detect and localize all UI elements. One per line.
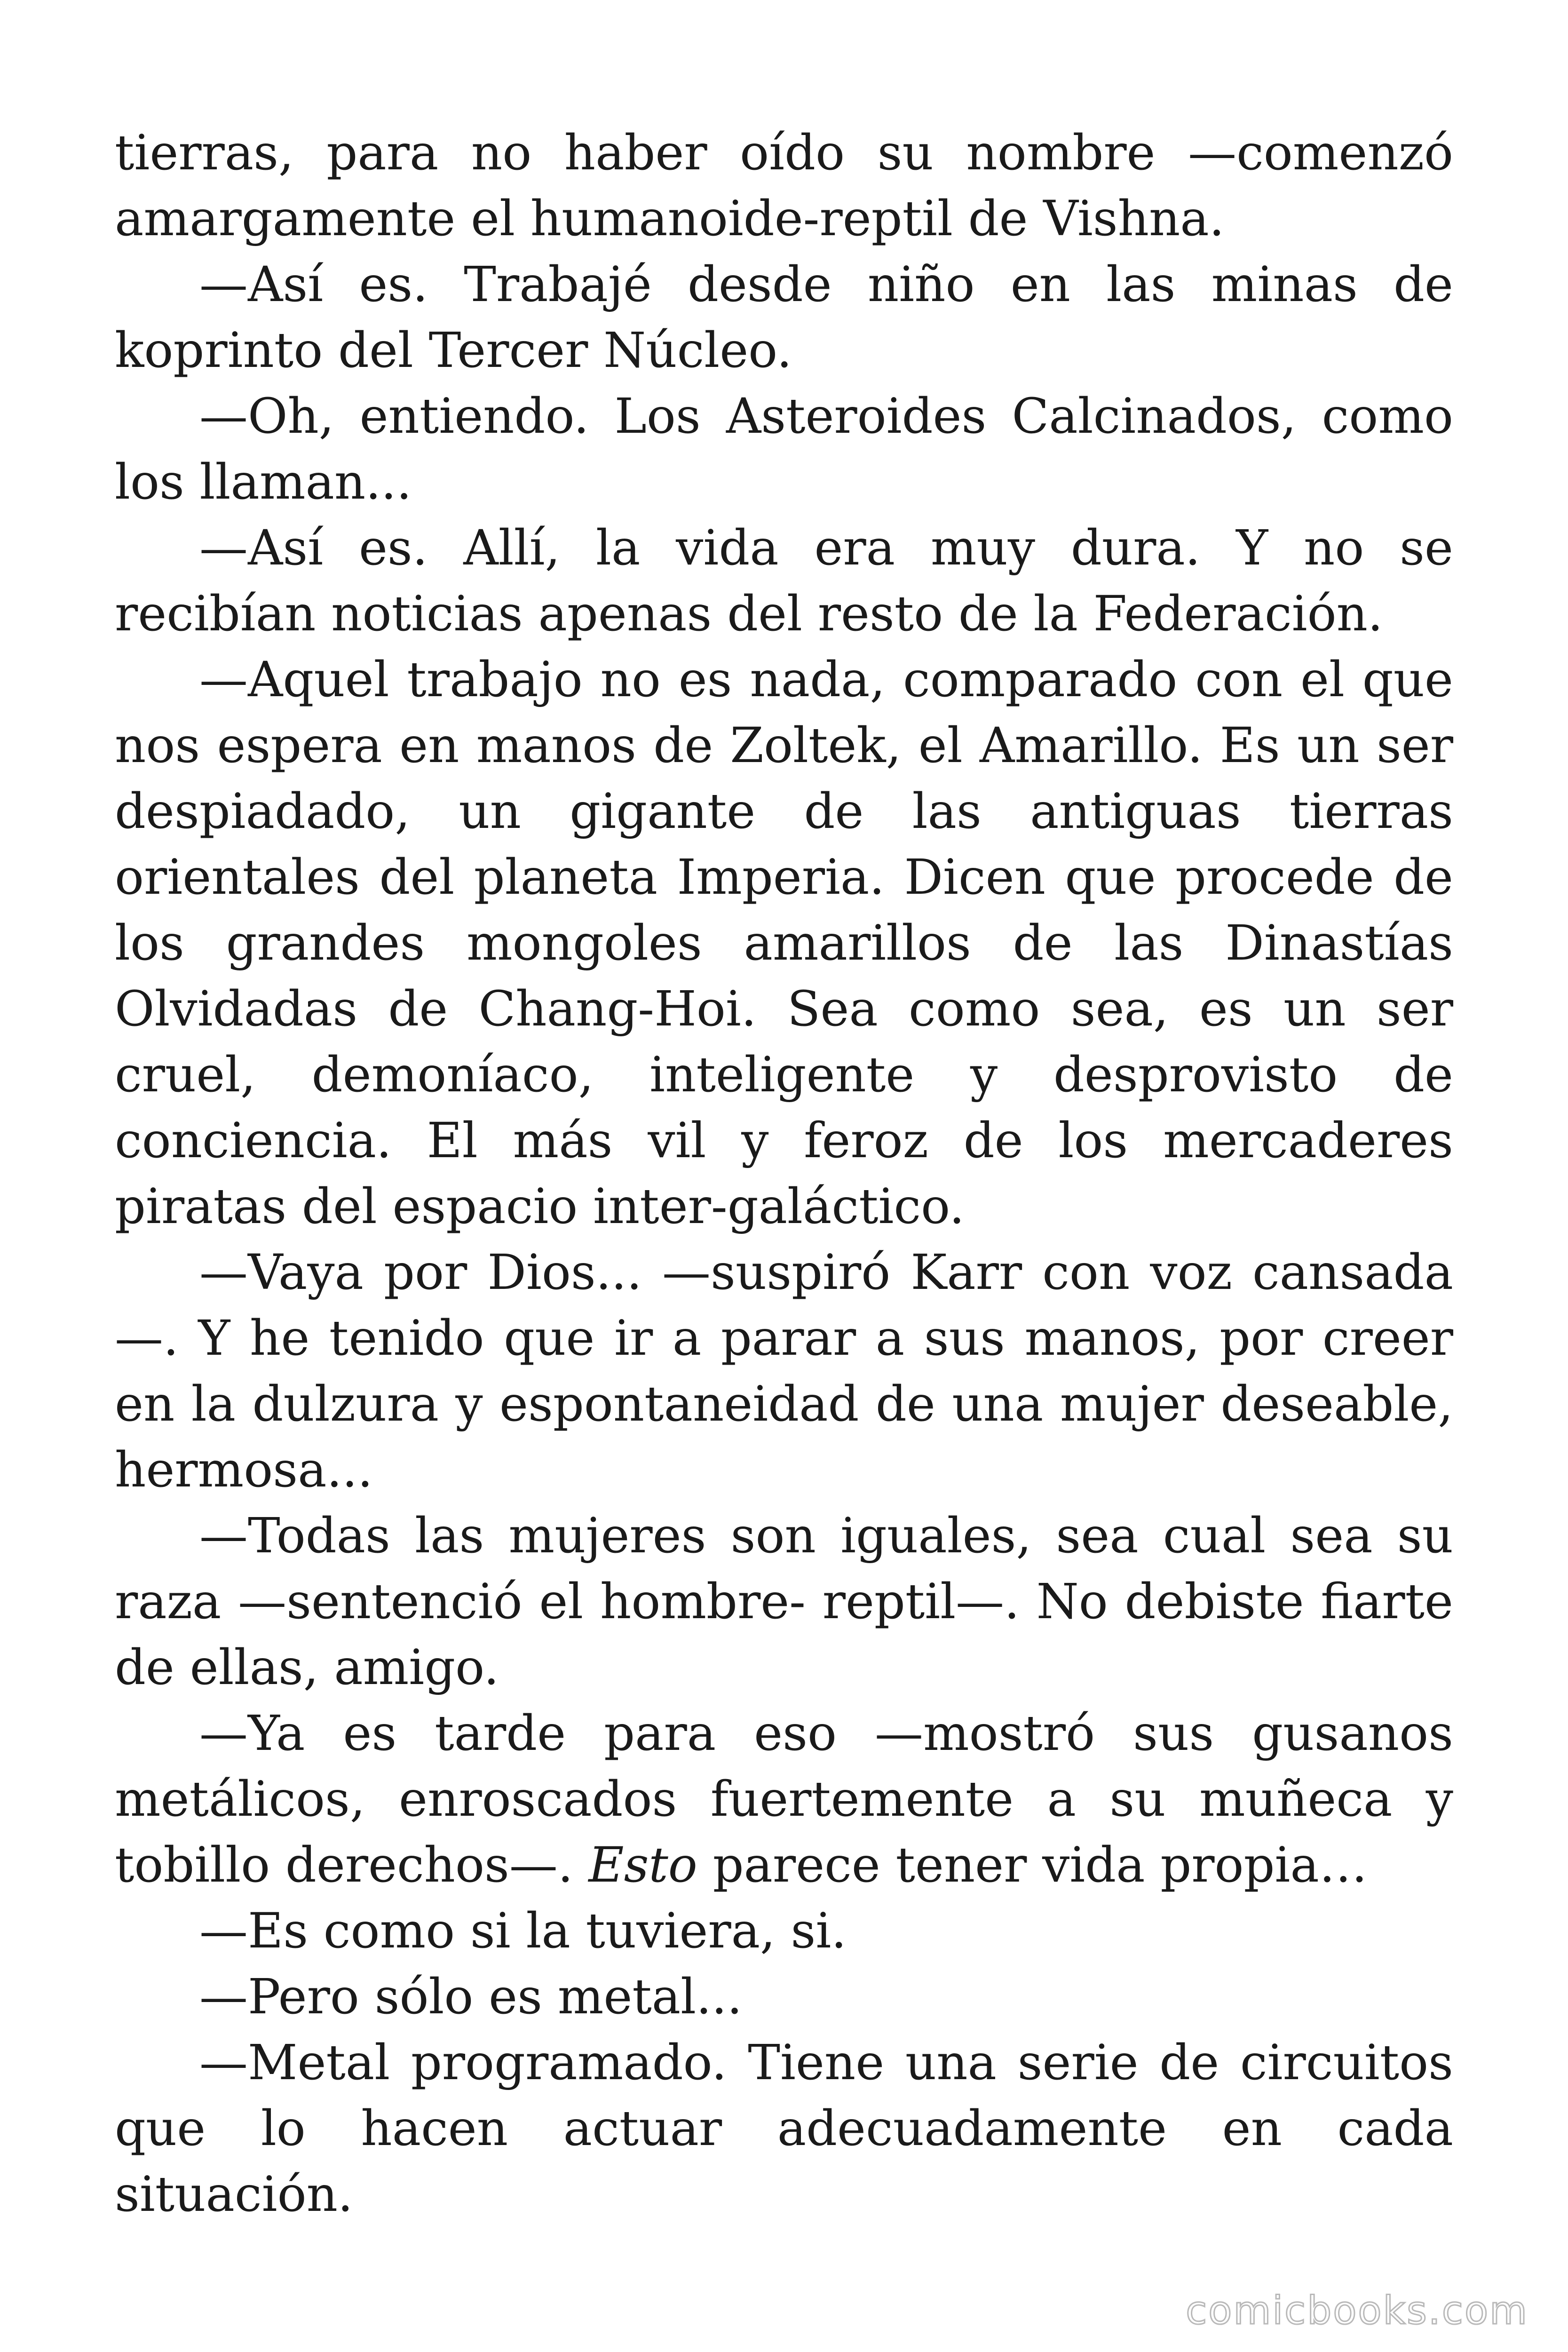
paragraph: —Pero sólo es metal... bbox=[199, 1969, 743, 2025]
paragraph: —Metal programado. Tiene una serie de circuitos que lo hacen actuar adecuadamente en cada situación. bbox=[115, 2034, 1453, 2223]
paragraph: tierras, para no haber oído su nombre —comenzó amargamente el humanoide-reptil de Vishna. bbox=[115, 125, 1453, 247]
paragraph-text-after: parece tener vida propia… bbox=[697, 1837, 1368, 1893]
paragraph: —Así es. Allí, la vida era muy dura. Y no se recibían noticias apenas del resto de la Federación. bbox=[115, 520, 1453, 642]
paragraph: —Aquel trabajo no es nada, comparado con el que nos espera en manos de Zoltek, el Amarillo. Es un ser despiadado, un gigante de las antiguas tierras orientales del planeta Imperia. Dicen que procede de los grandes mongoles amarillos de las Dinastías Olvidadas de Chang-Hoi. Sea como sea, es un ser cruel, demoníaco, inteligente y desprovisto de conciencia. El más vil y feroz de los mercaderes piratas del espacio inter-galáctico. bbox=[115, 652, 1453, 1235]
paragraph: —Es como si la tuviera, si. bbox=[199, 1903, 847, 1959]
paragraph-italic-word: Esto bbox=[588, 1837, 697, 1893]
page-text bbox=[115, 120, 1453, 2227]
paragraph: —Oh, entiendo. Los Asteroides Calcinados, como los llaman... bbox=[115, 388, 1453, 510]
paragraph: —Vaya por Dios... —suspiró Karr con voz cansada —. Y he tenido que ir a parar a sus manos, por creer en la dulzura y espontaneidad de una mujer deseable, hermosa... bbox=[115, 1244, 1453, 1498]
paragraph: —Todas las mujeres son iguales, sea cual sea su raza —sentenció el hombre- reptil—. No debiste fiarte de ellas, amigo. bbox=[115, 1508, 1453, 1696]
paragraph: —Así es. Trabajé desde niño en las minas de koprinto del Tercer Núcleo. bbox=[115, 256, 1453, 379]
watermark: comicbooks.com bbox=[1186, 2288, 1528, 2333]
paragraph bbox=[115, 1700, 1453, 1898]
paragraph-text-before: —Ya es tarde para eso —mostró sus gusanos metálicos, enroscados fuertemente a su muñeca y tobillo derechos—. bbox=[115, 1705, 1453, 1893]
